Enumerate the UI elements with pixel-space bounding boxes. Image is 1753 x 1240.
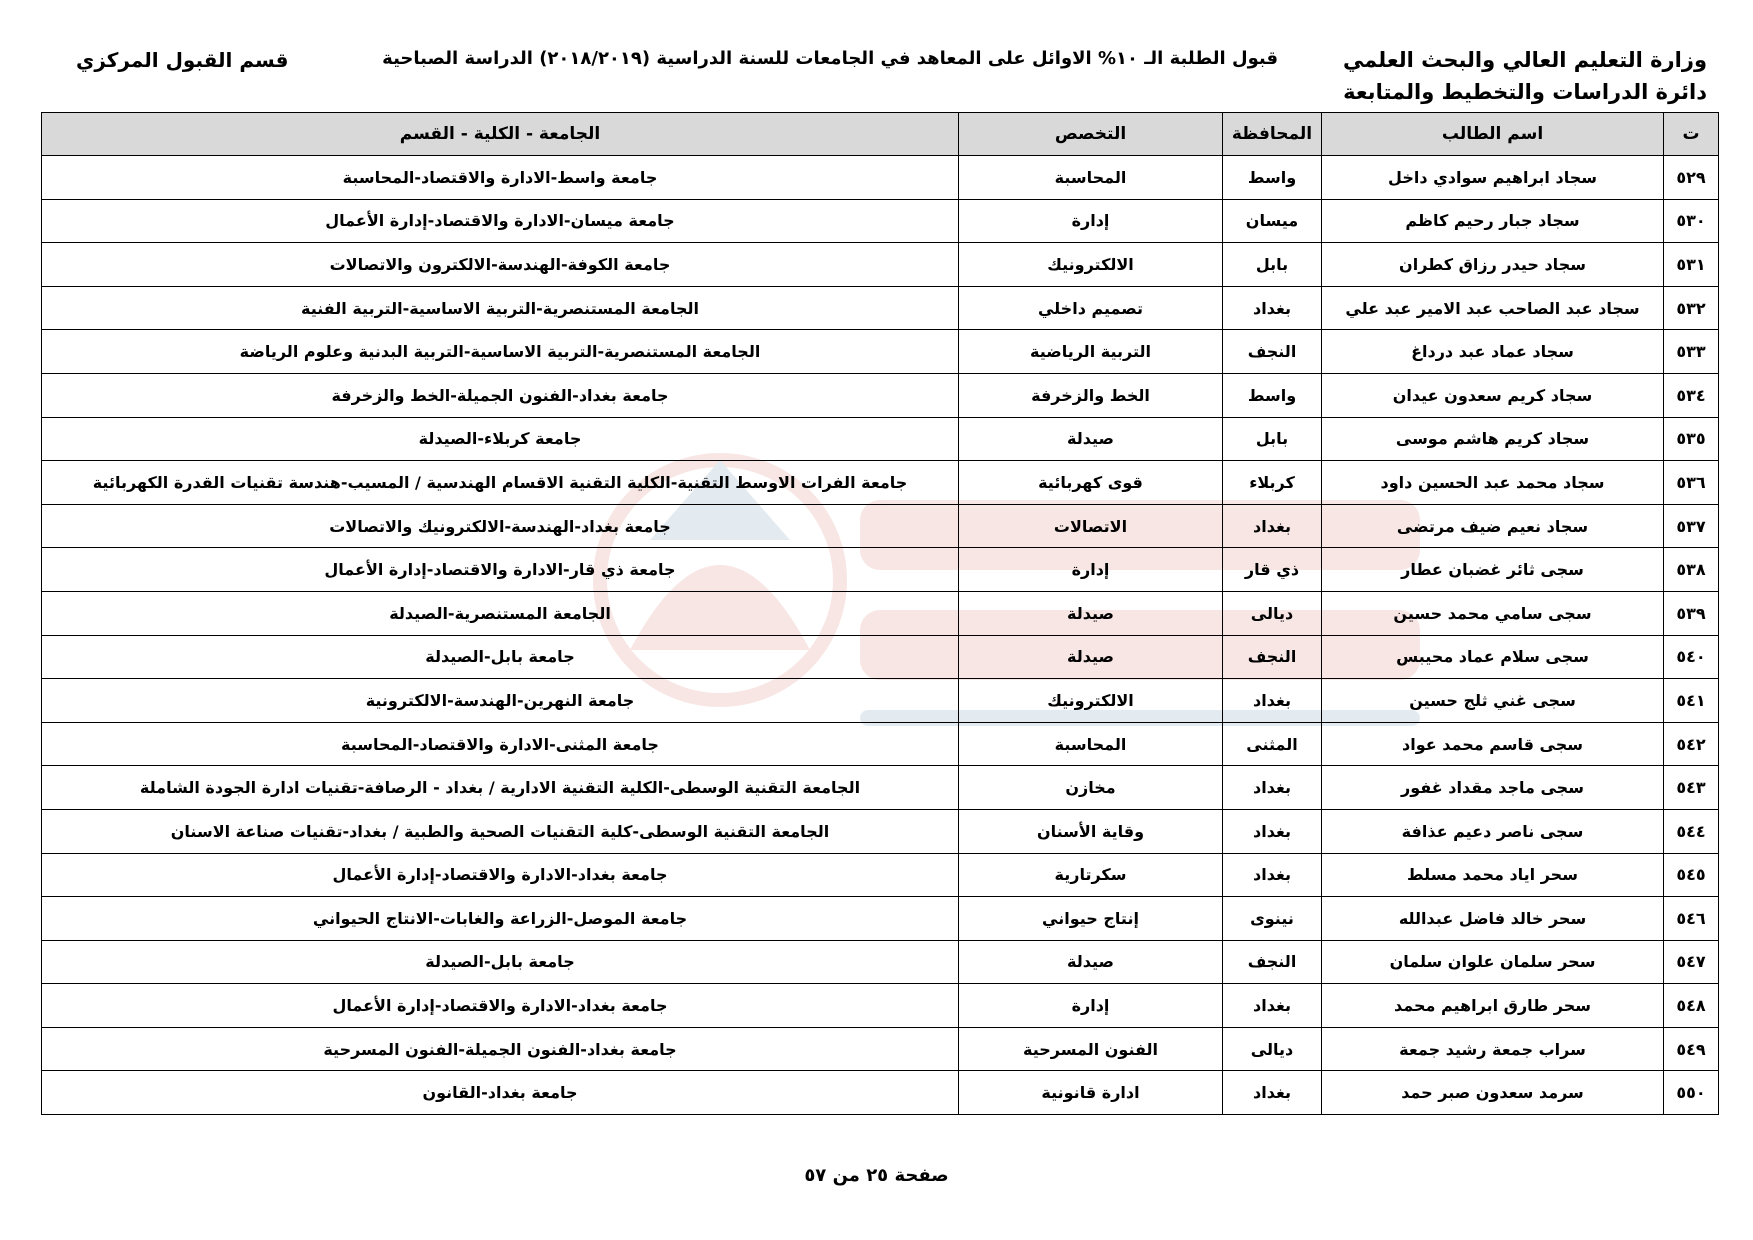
student-name: سجى غني ثلج حسين [1322, 679, 1664, 723]
student-name: سجاد كريم هاشم موسى [1322, 417, 1664, 461]
student-name: سحر سلمان علوان سلمان [1322, 940, 1664, 984]
row-number: ٥٤٩ [1664, 1027, 1719, 1071]
student-name: سجاد جبار رحيم كاظم [1322, 199, 1664, 243]
governorate: المثنى [1223, 722, 1322, 766]
row-number: ٥٤٤ [1664, 809, 1719, 853]
governorate: بغداد [1223, 286, 1322, 330]
student-name: سجى ناصر دعيم عذافة [1322, 809, 1664, 853]
governorate: بغداد [1223, 1071, 1322, 1115]
directorate-name: دائرة الدراسات والتخطيط والمتابعة [1343, 80, 1707, 104]
specialty: الفنون المسرحية [959, 1027, 1223, 1071]
student-name: سجاد نعيم ضيف مرتضى [1322, 504, 1664, 548]
row-number: ٥٣٣ [1664, 330, 1719, 374]
university-college-department: جامعة بغداد-الهندسة-الالكترونيك والاتصالات [42, 504, 959, 548]
specialty: صيدلة [959, 591, 1223, 635]
row-number: ٥٤٣ [1664, 766, 1719, 810]
specialty: المحاسبة [959, 722, 1223, 766]
student-name: سجاد محمد عبد الحسين داود [1322, 461, 1664, 505]
table-row [42, 548, 1719, 592]
student-name: سجاد حيدر رزاق كطران [1322, 243, 1664, 287]
table-row [42, 679, 1719, 723]
row-number: ٥٤٧ [1664, 940, 1719, 984]
table-row [42, 417, 1719, 461]
university-college-department: جامعة المثنى-الادارة والاقتصاد-المحاسبة [42, 722, 959, 766]
table-row [42, 984, 1719, 1028]
table-row [42, 199, 1719, 243]
row-number: ٥٢٩ [1664, 156, 1719, 200]
governorate: بغداد [1223, 984, 1322, 1028]
university-college-department: جامعة الكوفة-الهندسة-الالكترون والاتصالات [42, 243, 959, 287]
governorate: واسط [1223, 373, 1322, 417]
row-number: ٥٣٧ [1664, 504, 1719, 548]
student-name: سجاد ابراهيم سوادي داخل [1322, 156, 1664, 200]
student-name: سجى سامي محمد حسين [1322, 591, 1664, 635]
specialty: الاتصالات [959, 504, 1223, 548]
specialty: صيدلة [959, 940, 1223, 984]
governorate: بغداد [1223, 766, 1322, 810]
governorate: واسط [1223, 156, 1322, 200]
governorate: كربلاء [1223, 461, 1322, 505]
specialty: سكرتارية [959, 853, 1223, 897]
university-college-department: الجامعة التقنية الوسطى-الكلية التقنية الادارية / بغداد - الرصافة-تقنيات ادارة الجودة الشاملة [42, 766, 959, 810]
specialty: ادارة قانونية [959, 1071, 1223, 1115]
student-name: سراب جمعة رشيد جمعة [1322, 1027, 1664, 1071]
student-name: سحر خالد فاضل عبدالله [1322, 897, 1664, 941]
row-number: ٥٣٤ [1664, 373, 1719, 417]
specialty: وقاية الأسنان [959, 809, 1223, 853]
specialty: إدارة [959, 984, 1223, 1028]
column-header-governorate: المحافظة [1223, 113, 1322, 156]
specialty: التربية الرياضية [959, 330, 1223, 374]
table-row [42, 897, 1719, 941]
row-number: ٥٤٥ [1664, 853, 1719, 897]
row-number: ٥٥٠ [1664, 1071, 1719, 1115]
governorate: النجف [1223, 330, 1322, 374]
specialty: الالكترونيك [959, 679, 1223, 723]
university-college-department: الجامعة المستنصرية-الصيدلة [42, 591, 959, 635]
university-college-department: جامعة ذي قار-الادارة والاقتصاد-إدارة الأعمال [42, 548, 959, 592]
table-row [42, 373, 1719, 417]
table-row [42, 286, 1719, 330]
governorate: بغداد [1223, 853, 1322, 897]
admissions-table [41, 112, 1719, 1115]
governorate: نينوى [1223, 897, 1322, 941]
specialty: صيدلة [959, 635, 1223, 679]
table-row [42, 330, 1719, 374]
row-number: ٥٤١ [1664, 679, 1719, 723]
specialty: قوى كهربائية [959, 461, 1223, 505]
specialty: تصميم داخلي [959, 286, 1223, 330]
governorate: بابل [1223, 417, 1322, 461]
university-college-department: جامعة بابل-الصيدلة [42, 635, 959, 679]
governorate: ذي قار [1223, 548, 1322, 592]
document-title: قبول الطلبة الـ ١٠% الاوائل على المعاهد في الجامعات للسنة الدراسية (٢٠١٨/٢٠١٩) الدراسة الصباحية [382, 48, 1278, 69]
table-row [42, 809, 1719, 853]
column-header-specialty: التخصص [959, 113, 1223, 156]
student-name: سحر طارق ابراهيم محمد [1322, 984, 1664, 1028]
governorate: بغداد [1223, 504, 1322, 548]
row-number: ٥٤٢ [1664, 722, 1719, 766]
university-college-department: جامعة بابل-الصيدلة [42, 940, 959, 984]
specialty: الالكترونيك [959, 243, 1223, 287]
governorate: ديالى [1223, 1027, 1322, 1071]
department-name: قسم القبول المركزي [76, 48, 289, 72]
university-college-department: الجامعة المستنصرية-التربية الاساسية-التربية البدنية وعلوم الرياضة [42, 330, 959, 374]
table-row [42, 853, 1719, 897]
row-number: ٥٣٥ [1664, 417, 1719, 461]
student-name: سجى قاسم محمد عواد [1322, 722, 1664, 766]
row-number: ٥٣٦ [1664, 461, 1719, 505]
university-college-department: جامعة بغداد-القانون [42, 1071, 959, 1115]
row-number: ٥٣٠ [1664, 199, 1719, 243]
university-college-department: جامعة كربلاء-الصيدلة [42, 417, 959, 461]
governorate: بغداد [1223, 809, 1322, 853]
row-number: ٥٣٢ [1664, 286, 1719, 330]
table-row [42, 940, 1719, 984]
university-college-department: جامعة بغداد-الادارة والاقتصاد-إدارة الأعمال [42, 984, 959, 1028]
ministry-name: وزارة التعليم العالي والبحث العلمي [1342, 48, 1707, 72]
specialty: صيدلة [959, 417, 1223, 461]
university-college-department: جامعة واسط-الادارة والاقتصاد-المحاسبة [42, 156, 959, 200]
row-number: ٥٣٨ [1664, 548, 1719, 592]
university-college-department: جامعة ميسان-الادارة والاقتصاد-إدارة الأعمال [42, 199, 959, 243]
university-college-department: الجامعة التقنية الوسطى-كلية التقنيات الصحية والطبية / بغداد-تقنيات صناعة الاسنان [42, 809, 959, 853]
student-name: سحر اياد محمد مسلط [1322, 853, 1664, 897]
table-row [42, 504, 1719, 548]
student-name: سرمد سعدون صبر حمد [1322, 1071, 1664, 1115]
row-number: ٥٣١ [1664, 243, 1719, 287]
student-name: سجى ثائر غضبان عطار [1322, 548, 1664, 592]
governorate: بغداد [1223, 679, 1322, 723]
column-header-student-name: اسم الطالب [1322, 113, 1664, 156]
university-college-department: جامعة بغداد-الفنون الجميلة-الخط والزخرفة [42, 373, 959, 417]
row-number: ٥٤٠ [1664, 635, 1719, 679]
university-college-department: جامعة الفرات الاوسط التقنية-الكلية التقنية الاقسام الهندسية / المسيب-هندسة تقنيات القدرة الكهربائية [42, 461, 959, 505]
table-row [42, 591, 1719, 635]
specialty: المحاسبة [959, 156, 1223, 200]
governorate: ديالى [1223, 591, 1322, 635]
student-name: سجى سلام عماد محيبس [1322, 635, 1664, 679]
specialty: إنتاج حيواني [959, 897, 1223, 941]
table-row [42, 635, 1719, 679]
student-name: سجاد عبد الصاحب عبد الامير عبد علي [1322, 286, 1664, 330]
table-row [42, 766, 1719, 810]
specialty: مخازن [959, 766, 1223, 810]
table-row [42, 1071, 1719, 1115]
column-header-number: ت [1664, 113, 1719, 156]
governorate: ميسان [1223, 199, 1322, 243]
student-name: سجاد كريم سعدون عيدان [1322, 373, 1664, 417]
table-header-row [42, 113, 1719, 156]
specialty: إدارة [959, 548, 1223, 592]
student-name: سجاد عماد عبد درداغ [1322, 330, 1664, 374]
table-row [42, 722, 1719, 766]
column-header-university: الجامعة - الكلية - القسم [42, 113, 959, 156]
university-college-department: جامعة الموصل-الزراعة والغابات-الانتاج الحيواني [42, 897, 959, 941]
row-number: ٥٣٩ [1664, 591, 1719, 635]
specialty: إدارة [959, 199, 1223, 243]
table-row [42, 156, 1719, 200]
university-college-department: جامعة النهرين-الهندسة-الالكترونية [42, 679, 959, 723]
governorate: النجف [1223, 635, 1322, 679]
governorate: بابل [1223, 243, 1322, 287]
student-name: سجى ماجد مقداد غفور [1322, 766, 1664, 810]
row-number: ٥٤٦ [1664, 897, 1719, 941]
university-college-department: الجامعة المستنصرية-التربية الاساسية-التربية الفنية [42, 286, 959, 330]
table-row [42, 1027, 1719, 1071]
university-college-department: جامعة بغداد-الفنون الجميلة-الفنون المسرحية [42, 1027, 959, 1071]
governorate: النجف [1223, 940, 1322, 984]
table-row [42, 243, 1719, 287]
page-number: صفحة ٢٥ من ٥٧ [804, 1165, 949, 1186]
row-number: ٥٤٨ [1664, 984, 1719, 1028]
table-row [42, 461, 1719, 505]
university-college-department: جامعة بغداد-الادارة والاقتصاد-إدارة الأعمال [42, 853, 959, 897]
specialty: الخط والزخرفة [959, 373, 1223, 417]
